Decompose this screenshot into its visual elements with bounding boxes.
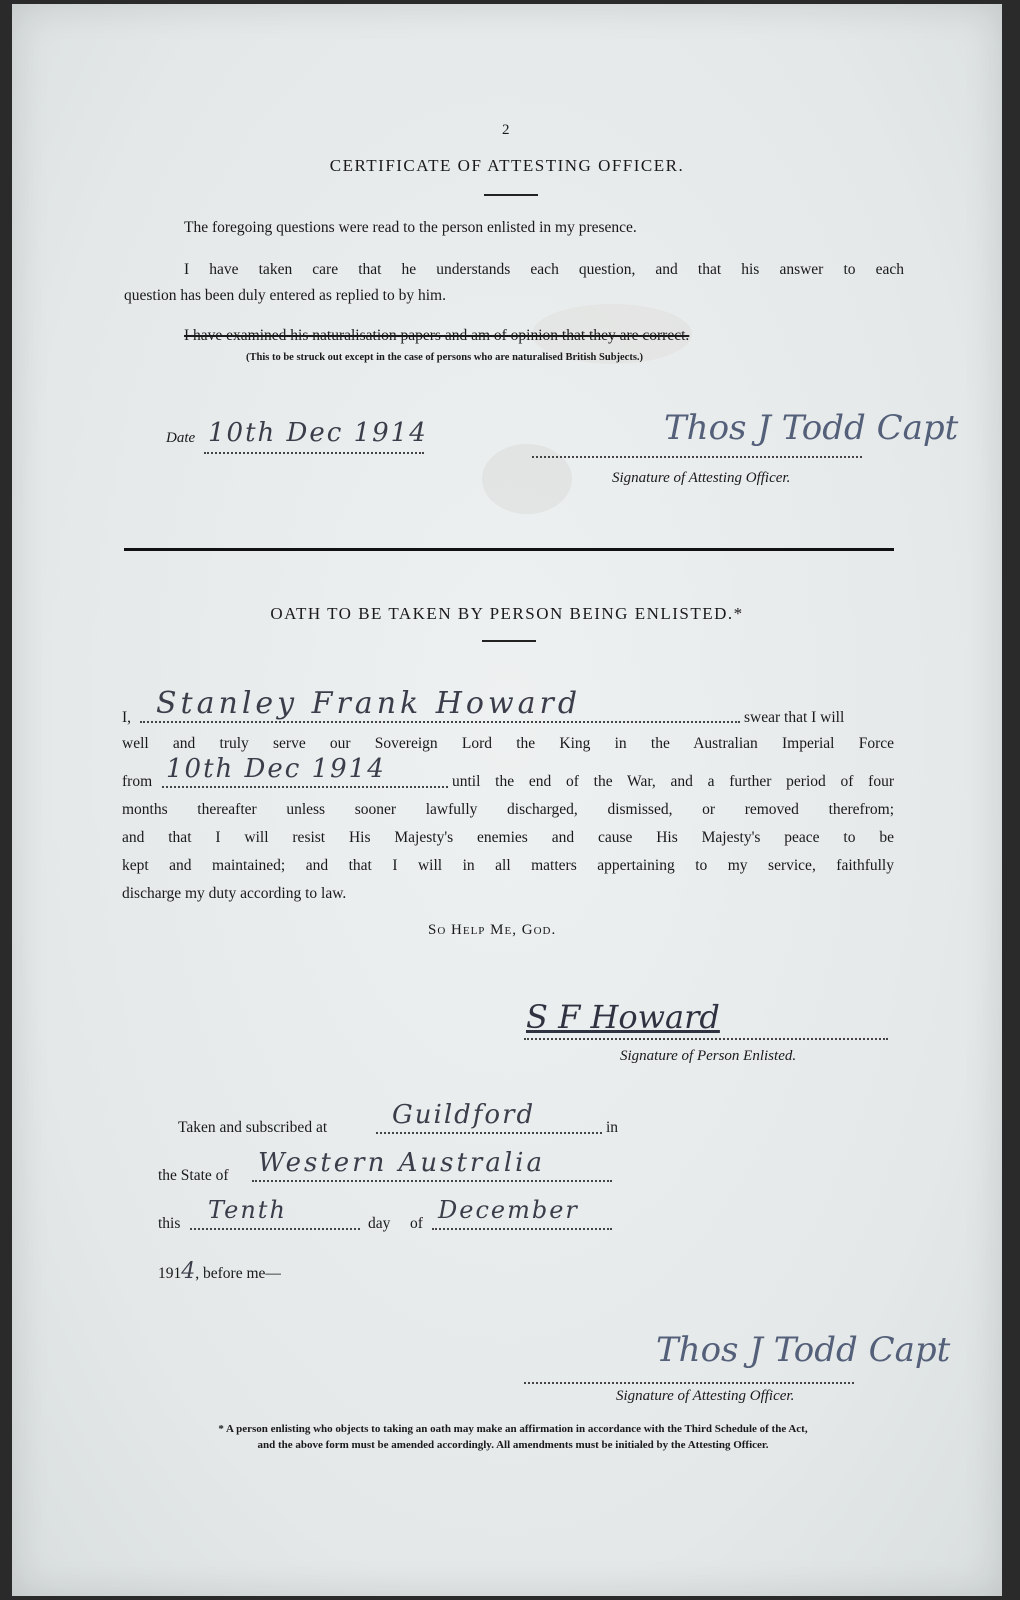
oath-line-7: discharge my duty according to law. bbox=[122, 885, 347, 902]
day-handwritten: Tenth bbox=[208, 1196, 287, 1224]
date-label: Date bbox=[166, 430, 196, 446]
month-handwritten: December bbox=[438, 1196, 579, 1224]
year-prefix: 191 bbox=[158, 1265, 182, 1282]
oath-line-3-suffix: until the end of the War, and a further period of four bbox=[452, 773, 894, 790]
day-dotted-line bbox=[190, 1228, 360, 1230]
name-dotted-line bbox=[140, 721, 740, 723]
state-handwritten: Western Australia bbox=[258, 1148, 545, 1178]
oath-title-rule bbox=[482, 640, 536, 642]
month-dotted-line bbox=[432, 1228, 612, 1230]
officer-signature-2: Thos J Todd Capt bbox=[656, 1330, 951, 1370]
certificate-para-1: The foregoing questions were read to the person enlisted in my presence. bbox=[184, 219, 637, 236]
oath-closing: So Help Me, God. bbox=[428, 922, 557, 938]
oath-line-5: and that I will resist His Majesty's enemies and cause His Majesty's peace to be bbox=[122, 829, 894, 846]
date-dotted-line bbox=[204, 452, 424, 454]
state-dotted-line bbox=[252, 1180, 612, 1182]
officer-signature-label: Signature of Attesting Officer. bbox=[612, 470, 791, 486]
year-digit-handwritten: 4 bbox=[181, 1259, 196, 1284]
title-rule bbox=[484, 194, 538, 196]
oath-title: OATH TO BE TAKEN BY PERSON BEING ENLISTED.* bbox=[270, 604, 744, 623]
place-dotted-line bbox=[376, 1132, 602, 1134]
from-date-handwritten: 10th Dec 1914 bbox=[166, 754, 386, 784]
state-label: the State of bbox=[158, 1167, 229, 1184]
oath-line-1-suffix: swear that I will bbox=[744, 709, 845, 726]
this-label: this bbox=[158, 1215, 181, 1232]
of-label: of bbox=[410, 1215, 423, 1232]
footnote-line-2: and the above form must be amended accordingly. All amendments must be initialed by the Attesting Officer. bbox=[257, 1439, 769, 1451]
oath-line-4: months thereafter unless sooner lawfully discharged, dismissed, or removed therefrom; bbox=[122, 801, 894, 818]
year-line bbox=[158, 1258, 281, 1288]
taken-label: Taken and subscribed at bbox=[178, 1119, 328, 1136]
officer-signature-line-2 bbox=[524, 1382, 854, 1384]
officer-signature-label-2: Signature of Attesting Officer. bbox=[616, 1388, 795, 1404]
enlistee-signature-label: Signature of Person Enlisted. bbox=[620, 1048, 797, 1064]
oath-line-2: well and truly serve our Sovereign Lord the King in the Australian Imperial Force bbox=[122, 735, 894, 752]
struck-naturalisation-line: I have examined his naturalisation papers and am of opinion that they are correct. bbox=[184, 327, 690, 344]
before-me-label: , before me— bbox=[195, 1265, 281, 1282]
struck-note: (This to be struck out except in the case of persons who are naturalised British Subjects.) bbox=[246, 352, 644, 363]
certificate-para-2-line-1: I have taken care that he understands each question, and that his answer to each bbox=[184, 261, 904, 278]
from-dotted-line bbox=[162, 786, 448, 788]
oath-line-6: kept and maintained; and that I will in all matters appertaining to my service, faithfully bbox=[122, 857, 894, 874]
footnote-line-1: * A person enlisting who objects to taking an oath may make an affirmation in accordance with the Third Schedule of the Act, bbox=[218, 1423, 808, 1435]
day-label: day bbox=[368, 1215, 391, 1232]
place-handwritten: Guildford bbox=[392, 1100, 536, 1130]
enlistee-signature-line bbox=[524, 1038, 888, 1040]
certificate-para-2-line-2: question has been duly entered as replied to by him. bbox=[124, 287, 446, 304]
paper-stain bbox=[482, 444, 572, 514]
oath-i-prefix: I, bbox=[122, 709, 132, 726]
document-page bbox=[12, 4, 1002, 1596]
section-divider bbox=[124, 548, 894, 551]
certificate-title: CERTIFICATE OF ATTESTING OFFICER. bbox=[329, 156, 685, 175]
enlistee-signature: S F Howard bbox=[526, 998, 720, 1036]
in-label: in bbox=[606, 1119, 619, 1136]
officer-signature: Thos J Todd Capt bbox=[664, 408, 959, 448]
enlistee-name-handwritten: Stanley Frank Howard bbox=[156, 686, 582, 721]
officer-signature-line bbox=[532, 456, 862, 458]
date-handwritten: 10th Dec 1914 bbox=[208, 418, 428, 448]
from-label: from bbox=[122, 773, 153, 790]
page-number: 2 bbox=[502, 122, 510, 138]
